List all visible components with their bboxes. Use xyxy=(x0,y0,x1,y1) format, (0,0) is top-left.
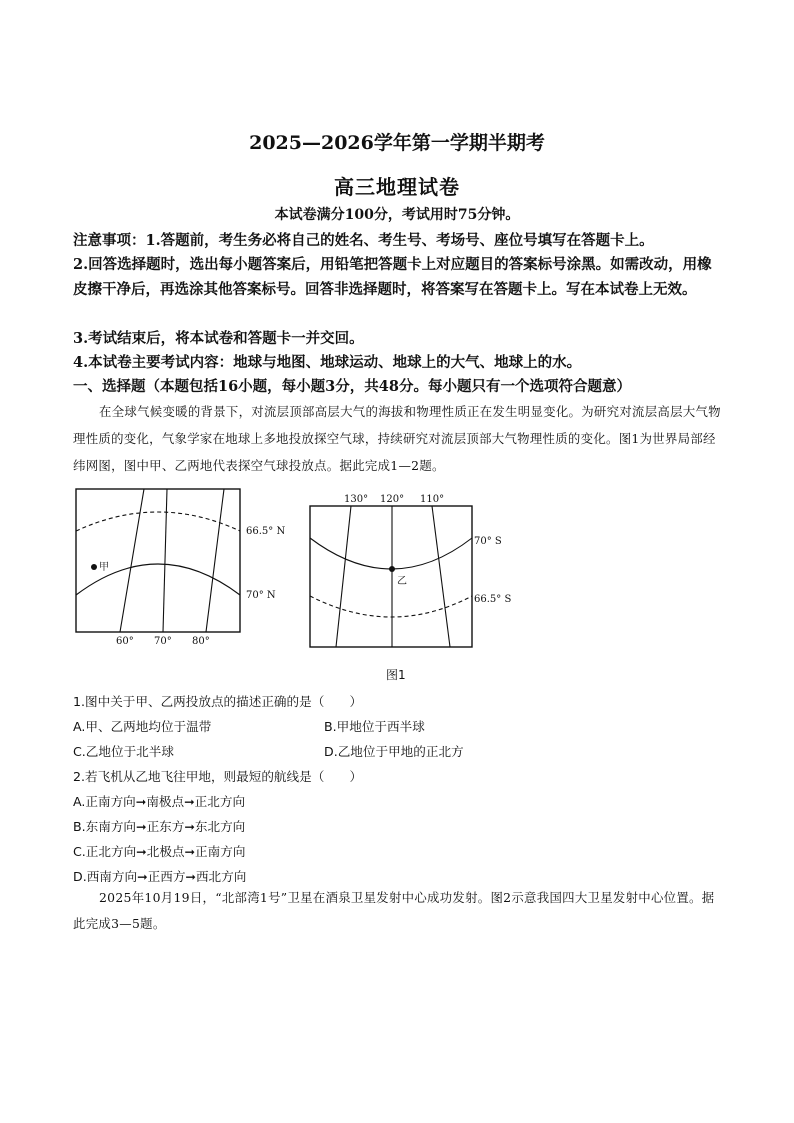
exam-info: 本试卷满分100分，考试用时75分钟。 xyxy=(274,207,520,223)
right-map-lon-130-a xyxy=(336,506,351,647)
notice-1: 注意事项：1.答题前，考生务必将自己的姓名、考生号、考场号、座位号填写在答题卡上。 xyxy=(73,232,654,249)
point-yi-marker xyxy=(389,566,395,572)
point-yi-label: 乙 xyxy=(397,576,407,587)
left-map-lon-60 xyxy=(120,489,144,632)
q1-option-c: C.乙地位于北半球 xyxy=(73,744,174,759)
left-lon-label-70: 70° xyxy=(154,636,172,647)
q2-option-c: C.正北方向➞北极点➞正南方向 xyxy=(73,844,246,859)
figure1-left-map xyxy=(74,487,304,647)
left-lat-label-66: 66.5° N xyxy=(246,526,286,537)
left-map-lat-66-5n xyxy=(76,512,240,531)
left-map-lon-80 xyxy=(206,489,224,632)
left-lon-label-80: 80° xyxy=(192,636,210,647)
q2-stem: 2.若飞机从乙地飞往甲地，则最短的航线是（ ） xyxy=(73,769,363,784)
right-lat-label-66: 66.5° S xyxy=(474,594,512,605)
notice-4: 4.本试卷主要考试内容：地球与地图、地球运动、地球上的大气、地球上的水。 xyxy=(73,354,582,371)
section-heading: 一、选择题（本题包括16小题，每小题3分，共48分。每小题只有一个选项符合题意） xyxy=(73,378,631,395)
left-map-lon-70 xyxy=(163,489,167,632)
exam-subtitle: 高三地理试卷 xyxy=(334,175,460,199)
point-jia-marker xyxy=(91,564,97,570)
q1-stem: 1.图中关于甲、乙两投放点的描述正确的是（ ） xyxy=(73,694,363,709)
right-lon-label-120: 120° xyxy=(380,494,405,505)
notice-2: 2.回答选择题时，选出每小题答案后，用铅笔把答题卡上对应题目的答案标号涂黑。如需改动，用橡皮擦干净后，再选涂其他答案标号。回答非选择题时，将答案写在答题卡上。写在本试卷上无效。 xyxy=(73,256,712,298)
right-lon-label-110: 110° xyxy=(420,494,445,505)
figure1-caption: 图1 xyxy=(386,668,406,682)
q1-option-d: D.乙地位于甲地的正北方 xyxy=(324,744,464,759)
q2-option-b: B.东南方向➞正东方➞东北方向 xyxy=(73,819,246,834)
passage-1: 在全球气候变暖的背景下，对流层顶部高层大气的海拔和物理性质正在发生明显变化。为研究对流层高层大气物理性质的变化，气象学家在地球上多地投放探空气球，持续研究对流层顶部大气物理性质的变化。图1为世界局部经纬网图，图中甲、乙两地代表探空气球投放点。据此完成1—2题。 xyxy=(73,404,721,473)
right-map-lat-66-5s xyxy=(310,596,472,617)
notice-3: 3.考试结束后，将本试卷和答题卡一并交回。 xyxy=(73,330,364,347)
right-lat-label-70: 70° S xyxy=(474,536,502,547)
right-map-lon-110 xyxy=(432,506,450,647)
left-lat-label-70: 70° N xyxy=(246,590,276,601)
q1-option-a: A.甲、乙两地均位于温带 xyxy=(73,719,212,734)
passage-2: 2025年10月19日，“北部湾1号”卫星在酒泉卫星发射中心成功发射。图2示意我国四大卫星发射中心位置。据此完成3—5题。 xyxy=(73,890,715,931)
left-lon-label-60: 60° xyxy=(116,636,134,647)
q2-option-a: A.正南方向➞南极点➞正北方向 xyxy=(73,794,246,809)
right-map-lat-70s xyxy=(310,538,472,569)
q1-option-b: B.甲地位于西半球 xyxy=(324,719,425,734)
point-jia-label: 甲 xyxy=(99,562,109,573)
right-lon-label-130: 130° xyxy=(344,494,369,505)
exam-title: 2025—2026学年第一学期半期考 xyxy=(249,132,545,154)
q2-option-d: D.西南方向➞正西方➞西北方向 xyxy=(73,869,247,884)
figure1-right-map xyxy=(308,490,520,652)
